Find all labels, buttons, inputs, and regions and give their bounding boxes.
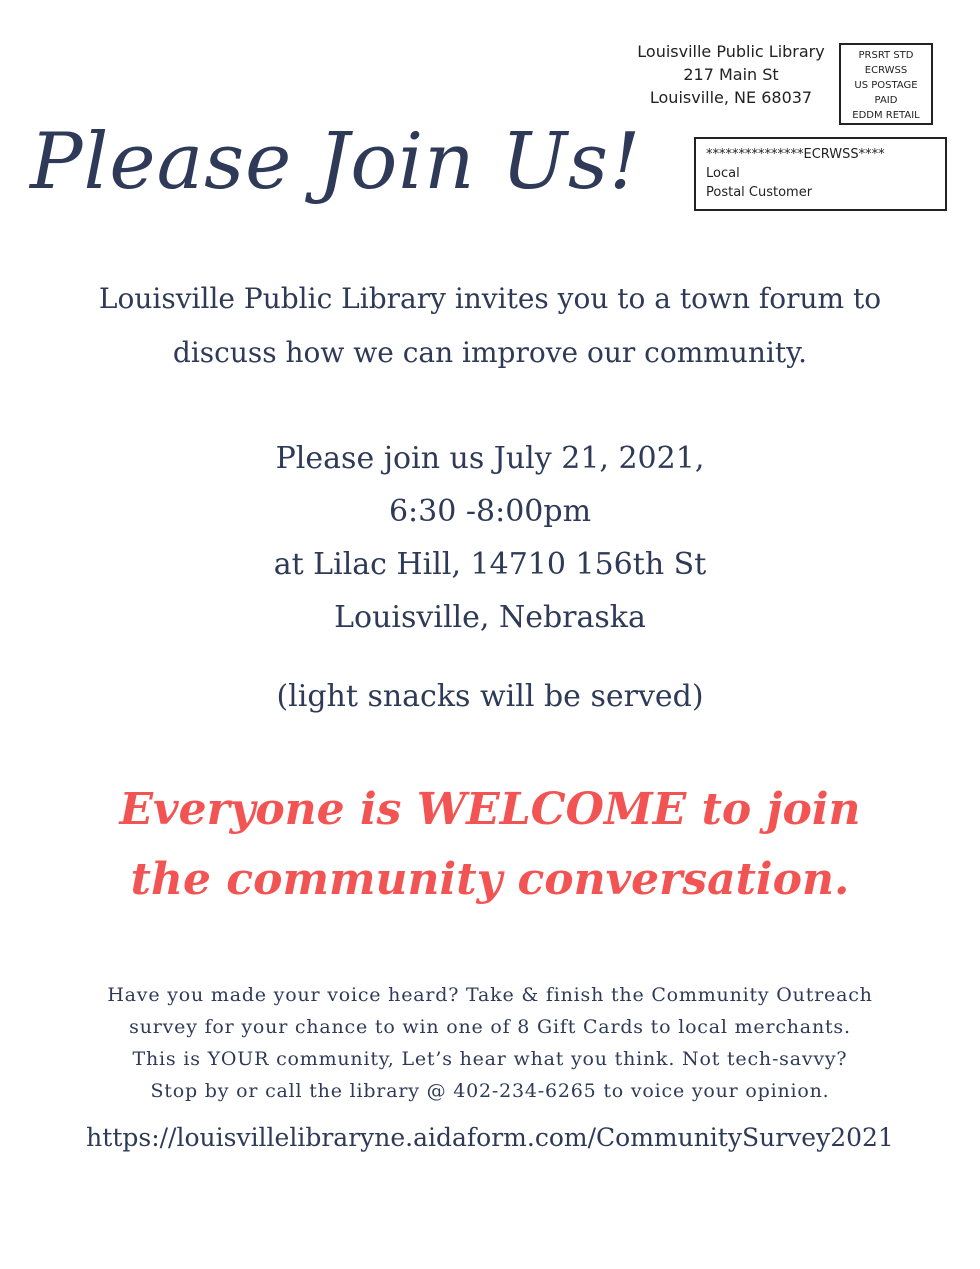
invitation-line: discuss how we can improve our community. — [172, 336, 808, 369]
survey-line: This is YOUR community, Let’s hear what you think. Not tech-savvy? — [132, 1048, 848, 1070]
postage-indicia — [839, 43, 933, 125]
event-time: 6:30 -8:00pm — [388, 494, 592, 529]
return-address-line: Louisville, NE 68037 — [649, 88, 813, 107]
snacks-note: (light snacks will be served) — [276, 679, 704, 714]
return-address-line: Louisville Public Library — [637, 42, 825, 61]
welcome-message — [0, 775, 980, 915]
return-address — [620, 40, 842, 109]
event-city: Louisville, Nebraska — [334, 600, 646, 635]
return-address-line: 217 Main St — [683, 65, 779, 84]
invitation-line: Louisville Public Library invites you to a town forum to — [98, 282, 882, 315]
survey-line: survey for your chance to win one of 8 Gift Cards to local merchants. — [129, 1016, 851, 1038]
address-line: ***************ECRWSS**** — [706, 147, 885, 162]
survey-line: Stop by or call the library @ 402-234-6265 to voice your opinion. — [150, 1080, 830, 1102]
address-label — [694, 137, 947, 211]
event-details — [0, 432, 980, 644]
invitation-text — [0, 272, 980, 380]
postage-line: US POSTAGE — [854, 80, 918, 91]
survey-text — [0, 979, 980, 1107]
welcome-line: the community conversation. — [130, 854, 850, 905]
headline: Please Join Us! — [30, 117, 642, 207]
event-date: Please join us July 21, 2021, — [275, 441, 705, 476]
event-venue: at Lilac Hill, 14710 156th St — [273, 547, 707, 582]
postage-line: EDDM RETAIL — [852, 110, 920, 121]
welcome-line: Everyone is WELCOME to join — [119, 784, 861, 835]
address-line: Postal Customer — [706, 185, 813, 200]
survey-line: Have you made your voice heard? Take & finish the Community Outreach — [107, 984, 873, 1006]
postage-line: PRSRT STD — [858, 50, 914, 61]
survey-url[interactable]: https://louisvillelibraryne.aidaform.com/CommunitySurvey2021 — [86, 1123, 894, 1152]
postage-line: ECRWSS — [864, 65, 908, 76]
postage-line: PAID — [874, 95, 898, 106]
address-line: Local — [706, 166, 740, 181]
